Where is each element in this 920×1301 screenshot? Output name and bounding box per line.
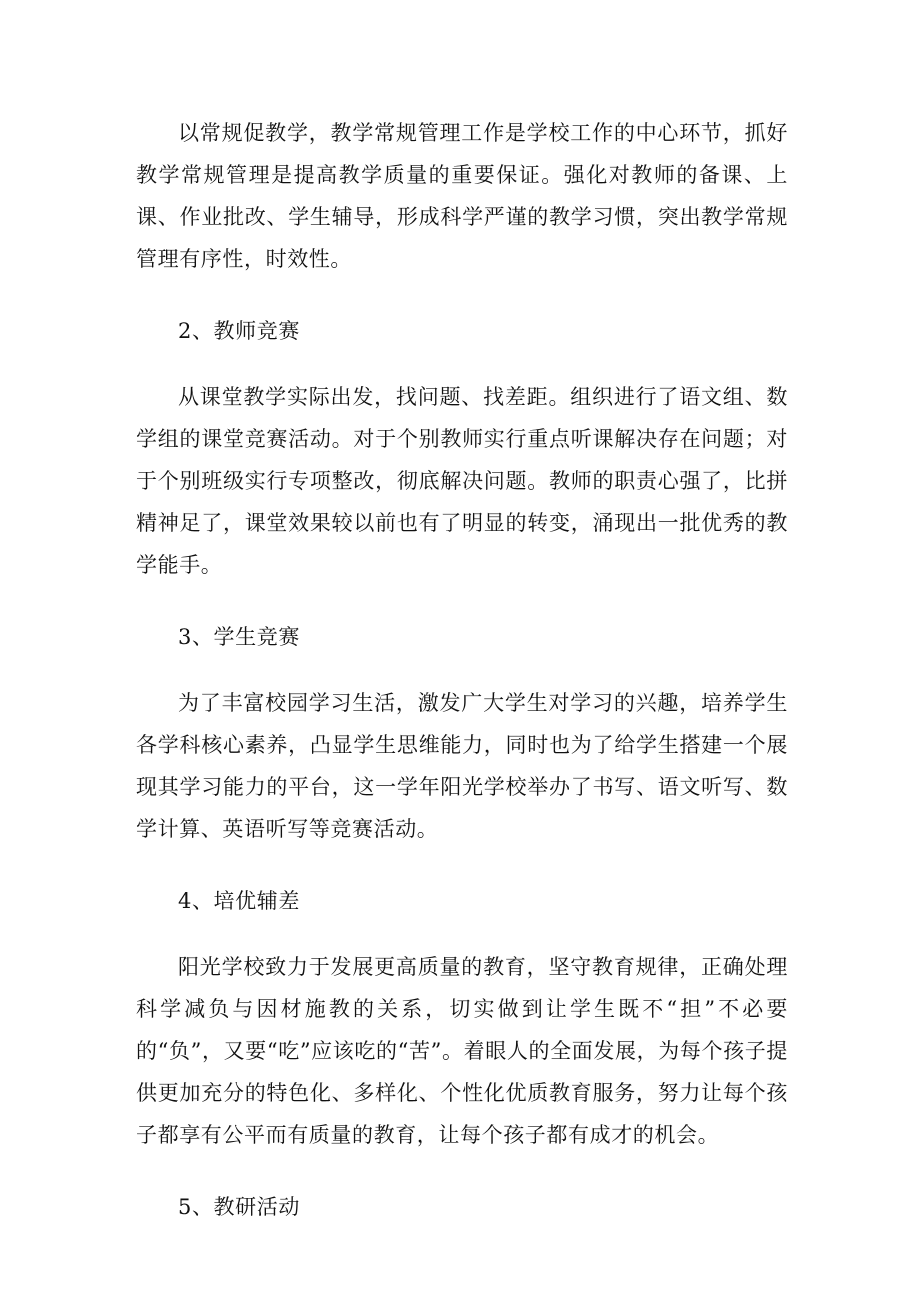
heading-teacher-competition: 2、教师竞赛: [178, 319, 300, 343]
document-body: [136, 112, 788, 1228]
paragraph-tutoring: 阳光学校致力于发展更高质量的教育，坚守教育规律，正确处理科学减负与因材施教的关系，切实做到让学生既不“担”不必要的“负”，又要“吃”应该吃的“苦”。着眼人的全面发展，为每个孩子提供更加充分的特色化、多样化、个性化优质教育服务，努力让每个孩子都享有公平而有质量的教育，让每个孩子都有成才的机会。: [136, 955, 788, 1147]
heading-teaching-research: 5、教研活动: [178, 1195, 300, 1219]
paragraph-student-competition: 为了丰富校园学习生活，激发广大学生对学习的兴趣，培养学生各学科核心素养，凸显学生思维能力，同时也为了给学生搭建一个展现其学习能力的平台，这一学年阳光学校举办了书写、语文听写、数学计算、英语听写等竞赛活动。: [136, 691, 788, 841]
heading-tutoring: 4、培优辅差: [178, 889, 300, 913]
paragraph-routine-management: 以常规促教学，教学常规管理工作是学校工作的中心环节，抓好教学常规管理是提高教学质量的重要保证。强化对教师的备课、上课、作业批改、学生辅导，形成科学严谨的教学习惯，突出教学常规管理有序性，时效性。: [136, 121, 788, 271]
heading-student-competition: 3、学生竞赛: [178, 625, 300, 649]
paragraph-teacher-competition: 从课堂教学实际出发，找问题、找差距。组织进行了语文组、数学组的课堂竞赛活动。对于个别教师实行重点听课解决存在问题；对于个别班级实行专项整改，彻底解决问题。教师的职责心强了，比拼精神足了，课堂效果较以前也有了明显的转变，涌现出一批优秀的教学能手。: [136, 385, 788, 577]
